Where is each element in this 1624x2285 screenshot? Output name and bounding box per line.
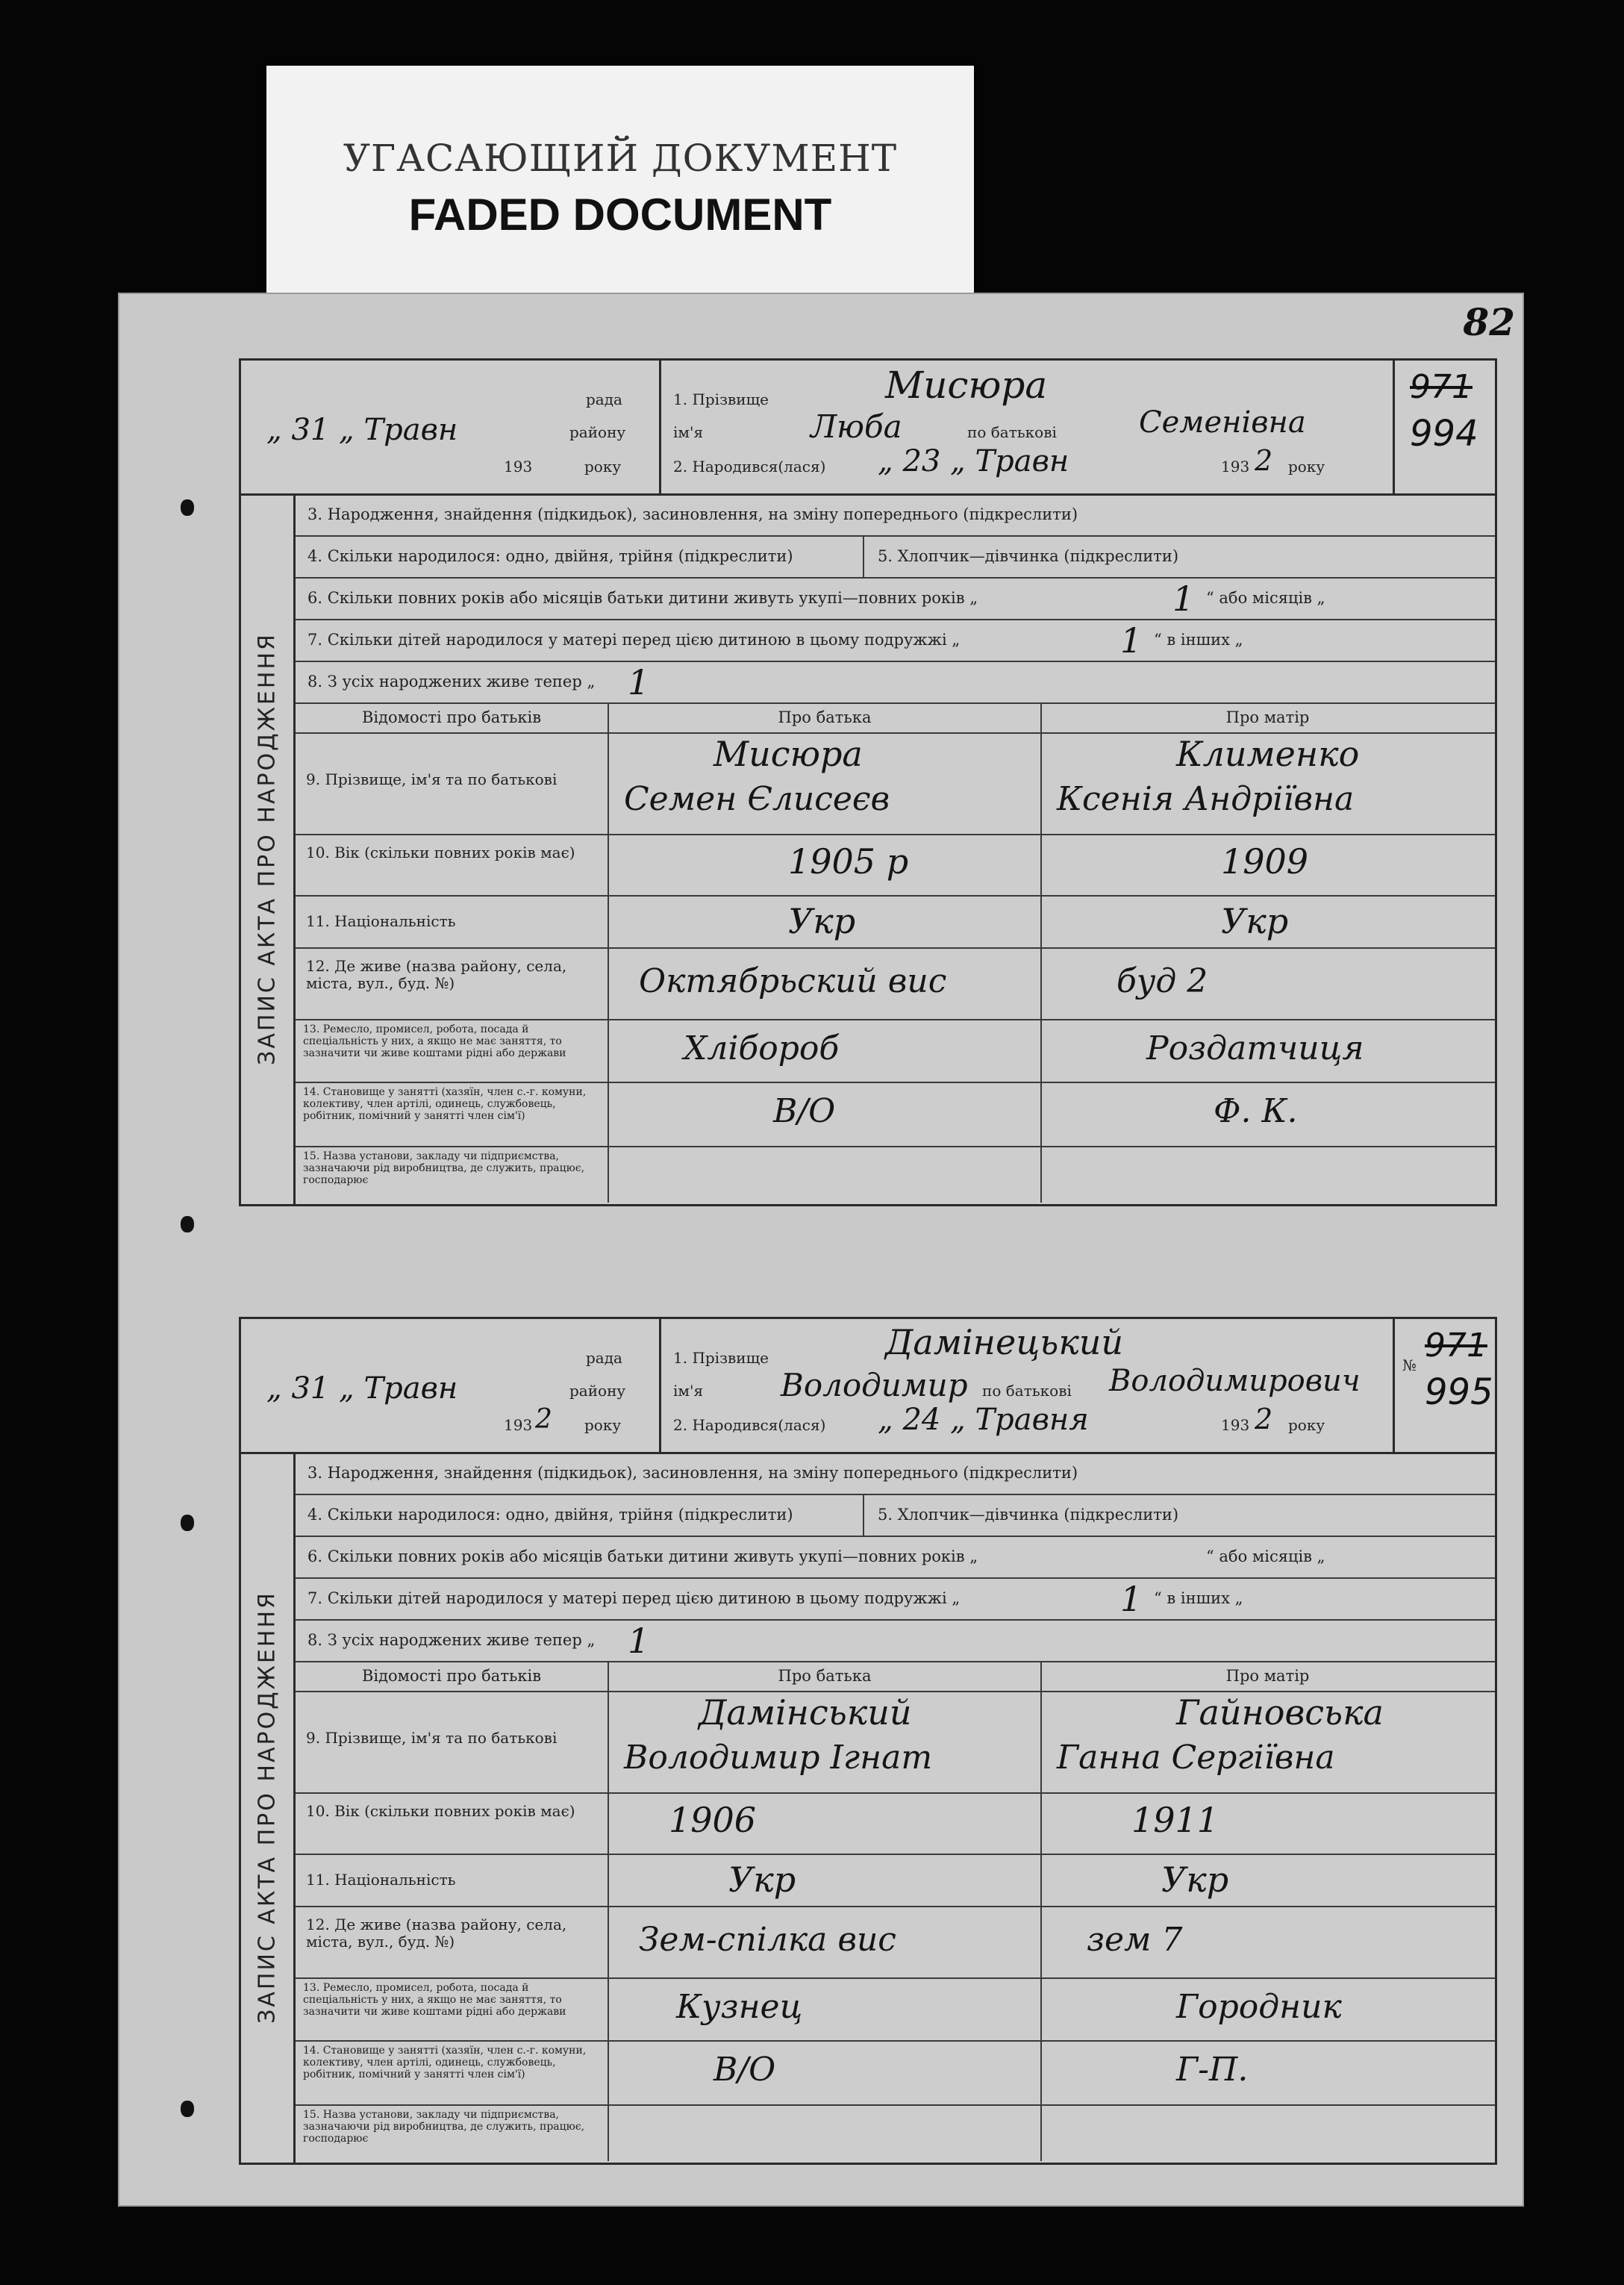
- row-7-other: “ в інших „: [1154, 1589, 1243, 1607]
- row-15: [296, 1146, 1495, 1203]
- record-header: [241, 361, 1495, 496]
- name-label: ім'я: [673, 423, 704, 441]
- parents-header-row: [296, 702, 1495, 734]
- punch-hole: [181, 1216, 194, 1232]
- child-patronymic: Володимирович: [1109, 1364, 1361, 1398]
- child-name: Люба: [811, 408, 902, 445]
- faded-document-label: [266, 66, 974, 308]
- row-6-text: 6. Скільки повних років або місяців батьки дитини живуть укупі—повних років „: [307, 1547, 978, 1565]
- father-position: В/О: [773, 1092, 836, 1130]
- record-number-block: [1395, 1319, 1495, 1452]
- row-6-months: “ або місяців „: [1206, 589, 1325, 607]
- row-3-text: 3. Народження, знайдення (підкидьок), засиновлення, на зміну попереднього (підкреслити): [307, 1464, 1078, 1482]
- row-7: [296, 619, 1495, 662]
- row-6-months: “ або місяців „: [1206, 1547, 1325, 1565]
- r11-label: 11. Національність: [306, 1871, 456, 1889]
- row-10: [296, 834, 1495, 897]
- row-7: [296, 1577, 1495, 1621]
- struck-record-number: 971: [1425, 1327, 1487, 1365]
- child-identity: [661, 361, 1395, 493]
- punch-hole: [181, 499, 194, 516]
- row-11: [296, 1854, 1495, 1907]
- row-14: [296, 2040, 1495, 2106]
- birth-year-suffix: 2: [1255, 1403, 1273, 1435]
- row-3: [296, 493, 1495, 537]
- father-surname: Мисюра: [713, 734, 863, 774]
- birth-date: „ 23 „ Травн: [878, 444, 1069, 478]
- row-4-text: 4. Скільки народилося: одно, двійня, трійня (підкреслити): [307, 547, 793, 565]
- father-address: Зем-спілка вис: [639, 1921, 896, 1959]
- child-surname: Мисюра: [885, 364, 1048, 407]
- register-page: [118, 293, 1524, 2207]
- record-body: [296, 1452, 1495, 2163]
- mother-age: 1909: [1221, 841, 1309, 882]
- row-12: [296, 1906, 1495, 1979]
- row-5-text: 5. Хлопчик—дівчинка (підкреслити): [878, 1506, 1179, 1524]
- roku-label: року: [584, 1416, 622, 1434]
- child-patronymic: Семенівна: [1139, 405, 1306, 440]
- row-4-5: [296, 535, 1495, 579]
- row-4-5: [296, 1494, 1495, 1537]
- r14-label: 14. Становище у занятті (хазяїн, член с.-г. комуни, колективу, член артілі, одинець, службовець, робітник, помічний у занятті член сім'ї): [303, 2045, 587, 2080]
- row-13: [296, 1977, 1495, 2042]
- row-9: [296, 1691, 1495, 1794]
- father-header: Про батька: [778, 1667, 872, 1685]
- r11-label: 11. Національність: [306, 912, 456, 930]
- mother-occupation: Городник: [1176, 1988, 1342, 2026]
- parents-header-row: [296, 1661, 1495, 1692]
- mother-header: Про матір: [1225, 1667, 1310, 1685]
- living-children: 1: [628, 662, 650, 702]
- r9-label: 9. Прізвище, ім'я та по батькові: [306, 770, 558, 788]
- prior-children: 1: [1120, 1579, 1143, 1619]
- r9-label: 9. Прізвище, ім'я та по батькові: [306, 1729, 558, 1747]
- living-children: 1: [628, 1621, 650, 1661]
- raion-label: району: [569, 423, 626, 441]
- father-age: 1905 р: [788, 841, 909, 882]
- divider: [863, 535, 864, 577]
- r10-label: 10. Вік (скільки повних років має): [306, 1802, 575, 1820]
- born-label: 2. Народився(лася): [673, 458, 826, 476]
- r13-label: 13. Ремесло, промисел, робота, посада й спеціальність у них, а якщо не має заняття, то зазначити чи живе коштами рідні або держави: [303, 1023, 566, 1059]
- number-sign: №: [1402, 1356, 1417, 1374]
- r12-label: 12. Де живе (назва району, села, міста, вул., буд. №): [306, 957, 567, 992]
- r15-label: 15. Назва установи, закладу чи підприємства, зазначаючи рід виробництва, де служить, працює, господарює: [303, 2109, 585, 2145]
- born-label: 2. Народився(лася): [673, 1416, 826, 1434]
- label-english: FADED DOCUMENT: [408, 190, 832, 240]
- roku-label: року: [584, 458, 622, 476]
- mother-age: 1911: [1131, 1800, 1219, 1840]
- row-11: [296, 895, 1495, 949]
- surname-label: 1. Прізвище: [673, 390, 769, 408]
- row-5-text: 5. Хлопчик—дівчинка (підкреслити): [878, 547, 1179, 565]
- side-title: ЗАПИС АКТА ПРО НАРОДЖЕННЯ: [254, 1591, 281, 2024]
- row-15: [296, 2104, 1495, 2161]
- row-8-text: 8. З усіх народжених живе тепер „: [307, 673, 596, 691]
- mother-header: Про матір: [1225, 708, 1310, 726]
- father-position: В/О: [713, 2051, 776, 2089]
- row-6: [296, 1536, 1495, 1579]
- mother-address: зем 7: [1087, 1921, 1183, 1959]
- mother-position: Г-П.: [1176, 2051, 1249, 2089]
- father-address: Октябрьский вис: [639, 962, 947, 1000]
- divider: [863, 1494, 864, 1536]
- mother-nationality: Укр: [1161, 1860, 1229, 1900]
- registration-date: „ 31 „ Травн: [266, 413, 458, 447]
- birth-record-2: [239, 1317, 1497, 2165]
- r14-label: 14. Становище у занятті (хазяїн, член с.-г. комуни, колективу, член артілі, одинець, службовець, робітник, помічний у занятті член сім'ї): [303, 1086, 587, 1122]
- record-number: 995: [1425, 1371, 1493, 1413]
- patronymic-label: по батькові: [982, 1382, 1072, 1400]
- council-block: [241, 1319, 661, 1452]
- rada-label: рада: [586, 390, 622, 408]
- r10-label: 10. Вік (скільки повних років має): [306, 844, 575, 861]
- child-name: Володимир: [781, 1367, 968, 1403]
- row-3-text: 3. Народження, знайдення (підкидьок), засиновлення, на зміну попереднього (підкреслити): [307, 505, 1078, 523]
- record-body: [296, 493, 1495, 1204]
- name-label: ім'я: [673, 1382, 704, 1400]
- raion-label: району: [569, 1382, 626, 1400]
- mother-occupation: Роздатчиця: [1146, 1029, 1364, 1067]
- folio-number: 82: [1463, 300, 1515, 344]
- child-surname: Дамінецький: [885, 1322, 1124, 1362]
- row-9: [296, 732, 1495, 835]
- mother-nationality: Укр: [1221, 901, 1289, 941]
- birth-record-1: [239, 358, 1497, 1206]
- year-prefix: 193: [504, 1416, 533, 1434]
- row-13: [296, 1019, 1495, 1083]
- record-number-block: [1395, 361, 1495, 493]
- row-8: [296, 1619, 1495, 1662]
- birth-date: „ 24 „ Травня: [878, 1403, 1089, 1437]
- father-surname: Дамінський: [699, 1692, 912, 1733]
- parents-header: Відомості про батьків: [361, 1667, 542, 1685]
- mother-name: Ганна Сергіївна: [1057, 1739, 1335, 1777]
- father-name: Семен Єлисеєв: [624, 780, 890, 818]
- row-10: [296, 1792, 1495, 1855]
- father-nationality: Укр: [728, 1860, 796, 1900]
- father-occupation: Кузнец: [676, 1988, 803, 2026]
- rada-label: рада: [586, 1349, 622, 1367]
- side-title-strip: [241, 1452, 296, 2163]
- mother-surname: Клименко: [1176, 734, 1360, 774]
- father-header: Про батька: [778, 708, 872, 726]
- r12-label: 12. Де живе (назва району, села, міста, вул., буд. №): [306, 1915, 567, 1951]
- struck-record-number: 971: [1410, 368, 1472, 406]
- row-14: [296, 1082, 1495, 1147]
- r13-label: 13. Ремесло, промисел, робота, посада й спеціальність у них, а якщо не має заняття, то зазначити чи живе коштами рідні або держави: [303, 1982, 566, 2018]
- row-8: [296, 661, 1495, 704]
- registration-date: „ 31 „ Травн: [266, 1371, 458, 1406]
- mother-surname: Гайновська: [1176, 1692, 1384, 1733]
- record-header: [241, 1319, 1495, 1454]
- row-4-text: 4. Скільки народилося: одно, двійня, трійня (підкреслити): [307, 1506, 793, 1524]
- father-nationality: Укр: [788, 901, 856, 941]
- side-title: ЗАПИС АКТА ПРО НАРОДЖЕННЯ: [254, 632, 281, 1065]
- mother-address: буд 2: [1116, 962, 1208, 1000]
- roku-label: року: [1288, 458, 1325, 476]
- mother-position: Ф. К.: [1214, 1092, 1298, 1130]
- council-block: [241, 361, 661, 493]
- row-6: [296, 577, 1495, 620]
- patronymic-label: по батькові: [967, 423, 1057, 441]
- prior-children: 1: [1120, 620, 1143, 661]
- row-3: [296, 1452, 1495, 1495]
- punch-hole: [181, 2101, 194, 2117]
- year-prefix: 193: [1221, 458, 1250, 476]
- father-age: 1906: [669, 1800, 757, 1840]
- years-married: 1: [1172, 579, 1195, 619]
- r15-label: 15. Назва установи, закладу чи підприємства, зазначаючи рід виробництва, де служить, працює, господарює: [303, 1150, 585, 1186]
- label-russian: УГАСАЮЩИЙ ДОКУМЕНТ: [343, 137, 898, 180]
- punch-hole: [181, 1515, 194, 1531]
- roku-label: року: [1288, 1416, 1325, 1434]
- surname-label: 1. Прізвище: [673, 1349, 769, 1367]
- year-prefix: 193: [504, 458, 533, 476]
- record-number: 994: [1410, 413, 1478, 455]
- row-8-text: 8. З усіх народжених живе тепер „: [307, 1631, 596, 1649]
- child-identity: [661, 1319, 1395, 1452]
- father-occupation: Хлібороб: [684, 1029, 840, 1067]
- row-7-text: 7. Скільки дітей народилося у матері перед цією дитиною в цьому подружжі „: [307, 1589, 961, 1607]
- registration-year-suffix: 2: [535, 1404, 552, 1435]
- row-7-text: 7. Скільки дітей народилося у матері перед цією дитиною в цьому подружжі „: [307, 631, 961, 649]
- year-prefix: 193: [1221, 1416, 1250, 1434]
- birth-year-suffix: 2: [1255, 444, 1273, 477]
- row-6-text: 6. Скільки повних років або місяців батьки дитини живуть укупі—повних років „: [307, 589, 978, 607]
- row-7-other: “ в інших „: [1154, 631, 1243, 649]
- mother-name: Ксенія Андріївна: [1057, 780, 1355, 818]
- side-title-strip: [241, 493, 296, 1204]
- father-name: Володимир Ігнат: [624, 1739, 933, 1777]
- parents-header: Відомості про батьків: [361, 708, 542, 726]
- row-12: [296, 947, 1495, 1020]
